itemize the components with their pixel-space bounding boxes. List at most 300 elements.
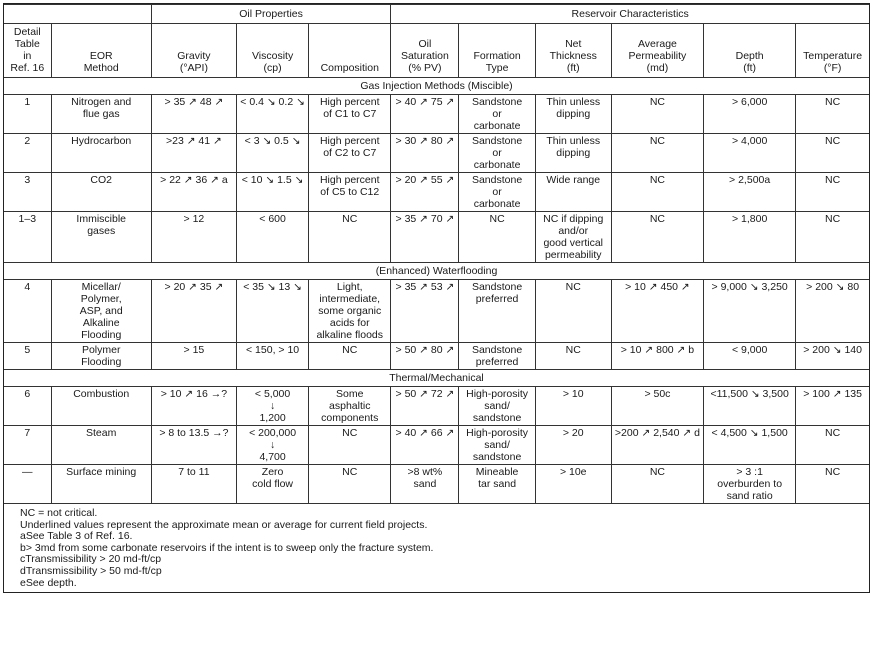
cell-composition (309, 134, 391, 173)
cell-text-line: > 200 ↘ 80 (806, 281, 860, 293)
cell-text-line: NC (825, 135, 841, 147)
cell-net-thickness (535, 134, 611, 173)
cell-formation-type (459, 212, 535, 263)
cell-text-line: > 40 ↗ 66 ↗ (395, 427, 455, 439)
cell-text-line: > 15 (183, 344, 205, 356)
cell-text-line: Thin unless (546, 135, 601, 147)
cell-average-permeability (611, 134, 703, 173)
cell-text-line: < 9,000 (731, 344, 768, 356)
cell-viscosity (237, 95, 309, 134)
cell-net-thickness (535, 387, 611, 426)
column-header-formation-type (459, 24, 535, 78)
cell-gravity (151, 95, 236, 134)
cell-text-line: > 100 ↗ 135 (803, 388, 862, 400)
cell-temperature (796, 343, 869, 370)
cell-text-line: Combustion (73, 388, 130, 400)
cell-text-line: > 10 ↗ 16 →? (160, 388, 228, 400)
cell-text-line: alkaline floods (316, 329, 384, 341)
cell-depth (704, 426, 796, 465)
cell-detail-table (4, 212, 51, 263)
cell-composition (309, 280, 391, 343)
cell-text-line: good vertical (543, 237, 604, 249)
cell-text-line: or (492, 108, 502, 120)
cell-text-line: Zero (261, 466, 284, 478)
cell-text-line: ↓ (269, 400, 276, 412)
column-header-temperature (796, 24, 869, 78)
cell-text-line: High percent (319, 135, 380, 147)
cell-text-line: 4 (24, 281, 31, 293)
cell-text-line: > 200 ↘ 140 (803, 344, 862, 356)
cell-text-line: and/or (558, 225, 589, 237)
section-title: (Enhanced) Waterflooding (4, 263, 869, 280)
header-text-line: Composition (320, 62, 379, 74)
cell-composition (309, 343, 391, 370)
cell-text-line: NC (342, 466, 358, 478)
cell-text-line: sandstone (472, 412, 522, 424)
cell-eor-method (51, 343, 151, 370)
column-header-eor-method (51, 24, 151, 78)
cell-text-line: cold flow (252, 478, 293, 490)
cell-text-line: NC (342, 213, 358, 225)
cell-text-line: Micellar/ (81, 281, 121, 293)
table-row (4, 95, 869, 134)
header-text-line: (cp) (263, 62, 282, 74)
cell-text-line: preferred (475, 356, 519, 368)
cell-text-line: sand/ (484, 439, 510, 451)
cell-text-line: 1–3 (18, 213, 37, 225)
cell-formation-type (459, 134, 535, 173)
header-text-line: Temperature (803, 50, 863, 62)
cell-text-line: High-porosity (466, 388, 528, 400)
footnote-line: aSee Table 3 of Ref. 16. (20, 530, 133, 543)
cell-text-line: Flooding (81, 329, 122, 341)
cell-eor-method (51, 426, 151, 465)
cell-oil-saturation (391, 173, 459, 212)
column-header-oil-saturation (391, 24, 459, 78)
cell-text-line: 7 (24, 427, 31, 439)
column-header-average-permeability (611, 24, 703, 78)
cell-text-line: 7 to 11 (178, 466, 210, 478)
cell-gravity (151, 387, 236, 426)
column-header-gravity (151, 24, 236, 78)
header-text-line: (md) (646, 62, 669, 74)
cell-text-line: Polymer, (80, 293, 122, 305)
cell-text-line: 6 (24, 388, 31, 400)
cell-gravity (151, 173, 236, 212)
section-title: Thermal/Mechanical (4, 370, 869, 387)
cell-detail-table (4, 134, 51, 173)
cell-text-line: Thin unless (546, 96, 601, 108)
cell-text-line: tar sand (478, 478, 517, 490)
cell-text-line: > 40 ↗ 75 ↗ (395, 96, 455, 108)
cell-text-line: carbonate (473, 198, 521, 210)
header-text-line: Saturation (400, 50, 449, 62)
table-row (4, 343, 869, 370)
cell-text-line: < 10 ↘ 1.5 ↘ (241, 174, 304, 186)
cell-text-line: > 4,000 (731, 135, 768, 147)
cell-text-line: > 50c (644, 388, 671, 400)
cell-text-line: >8 wt% (407, 466, 443, 478)
header-group-row (4, 5, 869, 24)
cell-text-line: sand (413, 478, 437, 490)
cell-text-line: NC (825, 213, 841, 225)
cell-text-line: NC (342, 427, 358, 439)
cell-text-line: Surface mining (66, 466, 137, 478)
header-text-line: in (23, 50, 32, 62)
cell-average-permeability (611, 343, 703, 370)
cell-detail-table (4, 95, 51, 134)
cell-text-line: > 2,500a (729, 174, 771, 186)
cell-temperature (796, 465, 869, 504)
table-row (4, 426, 869, 465)
cell-detail-table (4, 465, 51, 504)
cell-text-line: 5 (24, 344, 31, 356)
cell-detail-table (4, 343, 51, 370)
cell-eor-method (51, 212, 151, 263)
cell-oil-saturation (391, 95, 459, 134)
cell-text-line: NC (565, 344, 581, 356)
cell-text-line: permeability (544, 249, 602, 261)
cell-text-line: 1 (24, 96, 31, 108)
cell-text-line: dipping (556, 147, 591, 159)
cell-oil-saturation (391, 134, 459, 173)
column-header-depth (704, 24, 796, 78)
cell-depth (704, 465, 796, 504)
cell-oil-saturation (391, 212, 459, 263)
cell-text-line: > 1,800 (731, 213, 768, 225)
cell-text-line: gases (87, 225, 116, 237)
footnote-line: NC = not critical. (20, 507, 98, 519)
cell-formation-type (459, 95, 535, 134)
cell-oil-saturation (391, 343, 459, 370)
cell-text-line: > 10 ↗ 450 ↗ (625, 281, 690, 293)
cell-text-line: NC (825, 466, 841, 478)
cell-text-line: NC (825, 96, 841, 108)
cell-text-line: Flooding (81, 356, 122, 368)
cell-text-line: < 4,500 ↘ 1,500 (711, 427, 788, 439)
footnote-line: b> 3md from some carbonate reservoirs if the intent is to sweep only the fracture system. (20, 541, 434, 554)
cell-text-line: Sandstone (471, 135, 523, 147)
cell-text-line: sandstone (472, 451, 522, 463)
cell-text-line: > 20 (562, 427, 584, 439)
cell-gravity (151, 280, 236, 343)
cell-eor-method (51, 280, 151, 343)
cell-text-line: > 22 ↗ 36 ↗ a (160, 174, 228, 186)
cell-temperature (796, 173, 869, 212)
cell-text-line: > 6,000 (731, 96, 768, 108)
cell-text-line: sand ratio (726, 490, 773, 502)
cell-text-line: > 50 ↗ 72 ↗ (395, 388, 455, 400)
cell-formation-type (459, 173, 535, 212)
cell-gravity (151, 465, 236, 504)
header-text-line: (°F) (823, 62, 842, 74)
cell-depth (704, 387, 796, 426)
cell-text-line: Some (336, 388, 364, 400)
cell-text-line: 3 (24, 174, 31, 186)
cell-text-line: 4,700 (259, 451, 286, 463)
cell-viscosity (237, 426, 309, 465)
header-text-line: Formation (473, 50, 521, 62)
cell-temperature (796, 212, 869, 263)
cell-text-line: Sandstone (471, 344, 523, 356)
table-footnotes (4, 504, 869, 592)
cell-text-line: >23 ↗ 41 ↗ (165, 135, 222, 147)
cell-text-line: or (492, 186, 502, 198)
cell-text-line: > 8 to 13.5 →? (159, 427, 229, 439)
cell-text-line: NC (342, 344, 358, 356)
cell-viscosity (237, 387, 309, 426)
cell-text-line: > 10e (559, 466, 587, 478)
cell-text-line: NC (825, 427, 841, 439)
header-text-line: Depth (735, 50, 764, 62)
section-header-row (4, 370, 869, 387)
cell-average-permeability (611, 212, 703, 263)
cell-text-line: < 200,000 (249, 427, 297, 439)
cell-text-line: > 10 (562, 388, 584, 400)
cell-text-line: > 35 ↗ 70 ↗ (395, 213, 455, 225)
header-group-reservoir-characteristics: Reservoir Characteristics (391, 5, 869, 24)
cell-depth (704, 134, 796, 173)
cell-net-thickness (535, 465, 611, 504)
cell-viscosity (237, 134, 309, 173)
eor-screening-table-container (3, 3, 870, 593)
header-text-line: Detail (13, 26, 41, 38)
cell-text-line: Polymer (81, 344, 121, 356)
cell-text-line: > 35 ↗ 53 ↗ (395, 281, 455, 293)
cell-text-line: > 30 ↗ 80 ↗ (395, 135, 455, 147)
cell-net-thickness (535, 212, 611, 263)
cell-gravity (151, 134, 236, 173)
cell-text-line: Alkaline (82, 317, 120, 329)
header-text-line: (°API) (179, 62, 208, 74)
column-header-viscosity (237, 24, 309, 78)
cell-average-permeability (611, 465, 703, 504)
cell-text-line: > 20 ↗ 55 ↗ (395, 174, 455, 186)
cell-text-line: < 150, > 10 (246, 344, 300, 356)
cell-text-line: Sandstone (471, 281, 523, 293)
cell-text-line: < 600 (259, 213, 286, 225)
header-text-line: (% PV) (408, 62, 442, 74)
cell-average-permeability (611, 280, 703, 343)
cell-temperature (796, 387, 869, 426)
footnote-line: cTransmissibility > 20 md-ft/cp (20, 553, 162, 566)
header-group-empty (4, 5, 151, 24)
cell-text-line: Immiscible (76, 213, 126, 225)
header-text-line: Gravity (177, 50, 211, 62)
cell-depth (704, 343, 796, 370)
cell-text-line: > 20 ↗ 35 ↗ (164, 281, 224, 293)
cell-text-line: > 9,000 ↘ 3,250 (711, 281, 788, 293)
header-text-line: (ft) (743, 62, 757, 74)
header-text-line: Permeability (628, 50, 687, 62)
footnote-line: eSee depth. (20, 576, 77, 589)
cell-net-thickness (535, 280, 611, 343)
cell-text-line: overburden to (717, 478, 783, 490)
cell-text-line: NC (649, 174, 666, 186)
cell-formation-type (459, 343, 535, 370)
cell-text-line: intermediate, (319, 293, 381, 305)
cell-text-line: Mineable (475, 466, 519, 478)
column-header-detail-table (4, 24, 51, 78)
table-row (4, 387, 869, 426)
cell-text-line: NC (649, 466, 666, 478)
cell-text-line: < 0.4 ↘ 0.2 ↘ (240, 96, 305, 108)
cell-text-line: CO2 (90, 174, 112, 186)
header-group-oil-properties: Oil Properties (151, 5, 391, 24)
cell-text-line: sand/ (484, 400, 510, 412)
cell-gravity (151, 343, 236, 370)
cell-net-thickness (535, 95, 611, 134)
header-text-line: EOR (89, 50, 113, 62)
cell-temperature (796, 426, 869, 465)
header-text-line: Method (83, 62, 119, 74)
header-text-line: (ft) (566, 62, 580, 74)
cell-text-line: > 50 ↗ 80 ↗ (395, 344, 455, 356)
cell-text-line: > 12 (183, 213, 205, 225)
cell-text-line: NC (825, 174, 841, 186)
table-row (4, 173, 869, 212)
cell-text-line: High percent (319, 174, 380, 186)
cell-text-line: Light, (336, 281, 363, 293)
table-row (4, 134, 869, 173)
cell-text-line: < 5,000 (254, 388, 291, 400)
cell-depth (704, 95, 796, 134)
cell-text-line: asphaltic (329, 400, 371, 412)
cell-text-line: acids for (329, 317, 370, 329)
table-row (4, 212, 869, 263)
cell-detail-table (4, 387, 51, 426)
cell-text-line: of C1 to C7 (323, 108, 377, 120)
cell-text-line: carbonate (473, 159, 521, 171)
cell-text-line: Hydrocarbon (71, 135, 132, 147)
cell-text-line: components (321, 412, 379, 424)
cell-text-line: > 10 ↗ 800 ↗ b (620, 344, 695, 356)
cell-viscosity (237, 465, 309, 504)
header-text-line: Net (565, 38, 582, 50)
cell-text-line: Steam (86, 427, 117, 439)
cell-text-line: Sandstone (471, 174, 523, 186)
cell-depth (704, 280, 796, 343)
header-text-line: Type (485, 62, 509, 74)
cell-text-line: Wide range (546, 174, 601, 186)
cell-gravity (151, 212, 236, 263)
cell-average-permeability (611, 426, 703, 465)
cell-eor-method (51, 465, 151, 504)
column-header-net-thickness (535, 24, 611, 78)
cell-detail-table (4, 173, 51, 212)
header-text-line: Viscosity (251, 50, 294, 62)
cell-composition (309, 212, 391, 263)
cell-formation-type (459, 465, 535, 504)
footnote-line: Underlined values represent the approximate mean or average for current field projects. (20, 518, 428, 531)
cell-text-line: of C2 to C7 (323, 147, 377, 159)
cell-viscosity (237, 173, 309, 212)
cell-gravity (151, 426, 236, 465)
cell-eor-method (51, 95, 151, 134)
cell-text-line: >200 ↗ 2,540 ↗ d (614, 427, 700, 439)
cell-net-thickness (535, 173, 611, 212)
cell-composition (309, 95, 391, 134)
cell-oil-saturation (391, 387, 459, 426)
cell-formation-type (459, 387, 535, 426)
cell-text-line: or (492, 147, 502, 159)
cell-text-line: NC (489, 213, 505, 225)
cell-text-line: Sandstone (471, 96, 523, 108)
cell-oil-saturation (391, 426, 459, 465)
cell-net-thickness (535, 343, 611, 370)
cell-text-line: 2 (24, 135, 31, 147)
cell-composition (309, 426, 391, 465)
cell-text-line: > 3 :1 (736, 466, 763, 478)
cell-temperature (796, 280, 869, 343)
cell-detail-table (4, 280, 51, 343)
cell-text-line: 1,200 (259, 412, 286, 424)
cell-text-line: NC (565, 281, 581, 293)
cell-composition (309, 173, 391, 212)
header-text-line: Thickness (549, 50, 597, 62)
section-header-row (4, 263, 869, 280)
cell-eor-method (51, 134, 151, 173)
cell-composition (309, 387, 391, 426)
table-row (4, 465, 869, 504)
section-header-row (4, 78, 869, 95)
cell-text-line: > 35 ↗ 48 ↗ (164, 96, 224, 108)
cell-viscosity (237, 280, 309, 343)
cell-temperature (796, 134, 869, 173)
cell-oil-saturation (391, 465, 459, 504)
cell-temperature (796, 95, 869, 134)
cell-text-line: < 3 ↘ 0.5 ↘ (244, 135, 301, 147)
cell-text-line: NC (649, 135, 666, 147)
column-header-composition (309, 24, 391, 78)
cell-net-thickness (535, 426, 611, 465)
cell-text-line: High-porosity (466, 427, 528, 439)
section-title: Gas Injection Methods (Miscible) (4, 78, 869, 95)
header-text-line: Ref. 16 (10, 62, 45, 74)
cell-average-permeability (611, 387, 703, 426)
cell-formation-type (459, 280, 535, 343)
cell-text-line: flue gas (82, 108, 120, 120)
column-header-row (4, 24, 869, 78)
header-text-line: Table (14, 38, 40, 50)
footnote-line: dTransmissibility > 50 md-ft/cp (20, 564, 162, 577)
cell-eor-method (51, 387, 151, 426)
header-text-line: Oil (418, 38, 432, 50)
cell-text-line: ↓ (269, 439, 276, 451)
eor-screening-table (4, 4, 869, 504)
cell-text-line: dipping (556, 108, 591, 120)
cell-text-line: < 35 ↘ 13 ↘ (243, 281, 302, 293)
cell-text-line: Nitrogen and (71, 96, 132, 108)
cell-text-line: — (22, 466, 33, 478)
cell-text-line: ASP, and (79, 305, 123, 317)
cell-viscosity (237, 343, 309, 370)
cell-viscosity (237, 212, 309, 263)
cell-text-line: <11,500 ↘ 3,500 (710, 388, 789, 400)
cell-text-line: some organic (318, 305, 382, 317)
cell-average-permeability (611, 95, 703, 134)
cell-detail-table (4, 426, 51, 465)
cell-composition (309, 465, 391, 504)
cell-depth (704, 212, 796, 263)
cell-text-line: preferred (475, 293, 519, 305)
cell-formation-type (459, 426, 535, 465)
header-text-line: Average (637, 38, 677, 50)
cell-text-line: NC if dipping (543, 213, 604, 225)
cell-depth (704, 173, 796, 212)
cell-oil-saturation (391, 280, 459, 343)
cell-text-line: High percent (319, 96, 380, 108)
